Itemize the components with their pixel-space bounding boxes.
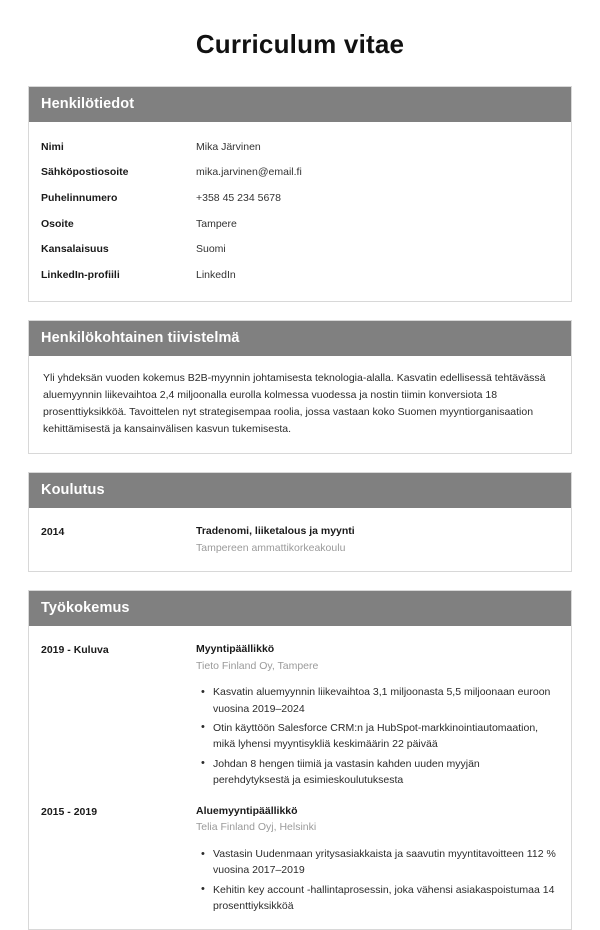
- education-list: [29, 508, 571, 571]
- section-personal-summary: [28, 320, 572, 454]
- summary-paragraph: Yli yhdeksän vuoden kokemus B2B-myynnin johtamisesta teknologia-alalla. Kasvatin edellisessä tehtävässä aluemyynnin liikevaihtoa 2,4 miljoonalla eurolla kolmessa vuodessa ja nostin tiimin konversiota 18 prosenttiyksikköä. Tavoittelen nyt strategisempaa roolia, jossa vastaan koko Suomen myyntiorganisaation kehittämisestä ja kansainvälisen kasvun tukemisesta.: [43, 372, 546, 436]
- experience-entry: [41, 638, 559, 790]
- table-row: [41, 262, 559, 288]
- personal-summary-body: [29, 356, 571, 453]
- table-row: [41, 185, 559, 211]
- experience-entry: [41, 790, 559, 916]
- table-row: [41, 211, 559, 237]
- section-header-education: Koulutus: [29, 473, 571, 508]
- personal-details-table: [29, 122, 571, 301]
- info-label: Nimi: [41, 140, 64, 153]
- work-experience-list: [29, 626, 571, 929]
- entry-title: Aluemyyntipäällikkö: [196, 805, 298, 818]
- entry-period: 2015 - 2019: [41, 806, 98, 819]
- list-item: • Otin käyttöön Salesforce CRM:n ja HubSpot-markkinointiautomaation, mikä lyhensi myyntisykliä keskimäärin 22 päivää: [213, 720, 559, 753]
- info-value: +358 45 234 5678: [196, 191, 281, 204]
- info-label: Puhelinnumero: [41, 191, 118, 204]
- entry-subtitle: Tampereen ammattikorkeakoulu: [196, 541, 346, 554]
- entry-main: [196, 642, 559, 788]
- table-row: [41, 160, 559, 186]
- section-header-personal-summary: Henkilökohtainen tiivistelmä: [29, 321, 571, 356]
- section-header-personal-details: Henkilötiedot: [29, 87, 571, 122]
- section-work-experience: [28, 590, 572, 930]
- section-header-work-experience: Työkokemus: [29, 591, 571, 626]
- entry-main: [196, 804, 559, 914]
- entry-period: 2014: [41, 526, 65, 539]
- list-item: • Johdan 8 hengen tiimiä ja vastasin kahden uuden myyjän perehdytyksestä ja esimieskoulutuksesta: [213, 756, 559, 789]
- info-label: Osoite: [41, 217, 74, 230]
- info-value: Tampere: [196, 217, 237, 230]
- entry-main: [196, 524, 559, 556]
- section-education: [28, 472, 572, 572]
- entry-subtitle: Tieto Finland Oy, Tampere: [196, 659, 319, 672]
- info-value: Suomi: [196, 243, 226, 256]
- info-value: Mika Järvinen: [196, 140, 261, 153]
- entry-period: 2019 - Kuluva: [41, 644, 109, 657]
- info-label: Kansalaisuus: [41, 243, 109, 256]
- table-row: [41, 134, 559, 160]
- list-item: • Kehitin key account -hallintaprosessin, joka vähensi asiakaspoistumaa 14 prosenttiyksikköä: [213, 882, 559, 915]
- info-label: Sähköpostiosoite: [41, 166, 129, 179]
- table-row: [41, 237, 559, 263]
- education-entry: [41, 520, 559, 558]
- list-item: • Vastasin Uudenmaan yritysasiakkaista ja saavutin myyntitavoitteen 112 % vuosina 2017–2019: [213, 846, 559, 879]
- info-value: mika.jarvinen@email.fi: [196, 166, 302, 179]
- info-label: LinkedIn-profiili: [41, 268, 120, 281]
- entry-title: Tradenomi, liiketalous ja myynti: [196, 525, 355, 538]
- entry-subtitle: Telia Finland Oyj, Helsinki: [196, 821, 317, 834]
- section-personal-details: [28, 86, 572, 302]
- entry-bullet-list: [196, 846, 559, 914]
- linkedin-profile-value[interactable]: LinkedIn: [196, 268, 236, 281]
- page-title: Curriculum vitae: [195, 29, 405, 59]
- entry-bullet-list: [196, 684, 559, 788]
- entry-title: Myyntipäällikkö: [196, 643, 275, 656]
- list-item: • Kasvatin aluemyynnin liikevaihtoa 3,1 miljoonasta 5,5 miljoonaan euroon vuosina 2019–2024: [213, 684, 559, 717]
